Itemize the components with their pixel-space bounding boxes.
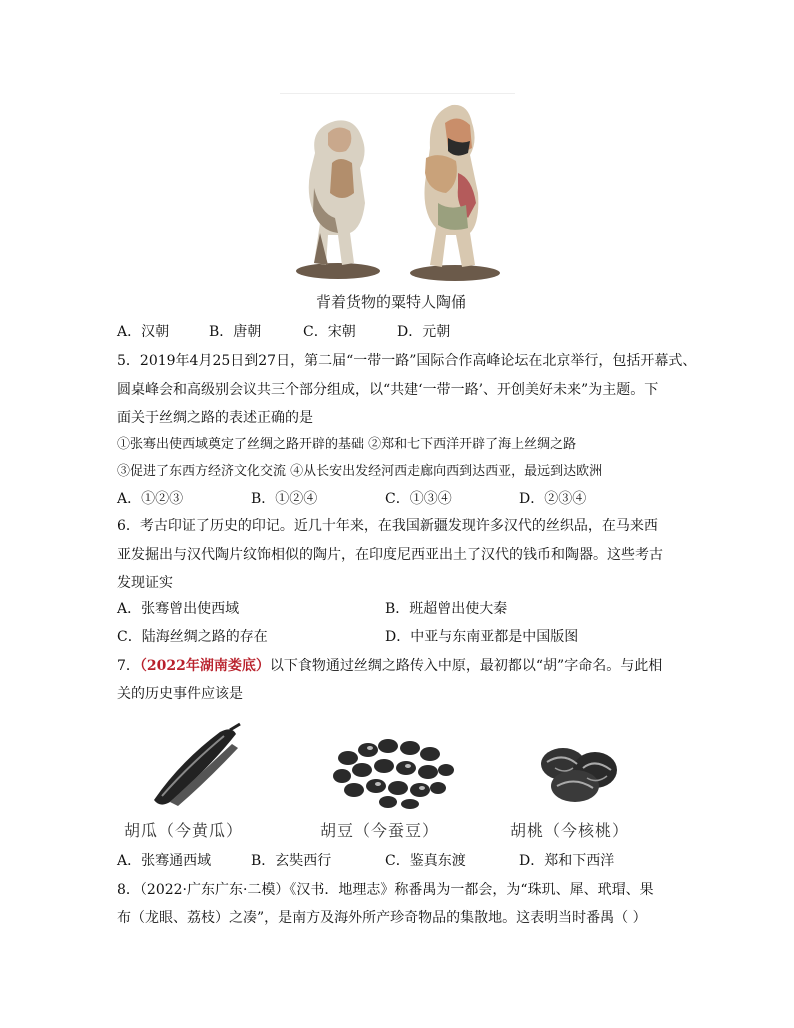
q4-option-c[interactable]: C．宋朝 bbox=[303, 324, 356, 340]
food-caption-cucumber: 胡瓜（今黄瓜） bbox=[124, 821, 244, 840]
q5-option-a[interactable]: A．①②③ bbox=[117, 491, 184, 507]
q4-option-a[interactable]: A．汉朝 bbox=[117, 324, 170, 340]
q5-option-b[interactable]: B．①②④ bbox=[251, 491, 318, 507]
q5-stem-line-3: 面关于丝绸之路的表述正确的是 bbox=[117, 410, 313, 426]
q6-option-b[interactable]: B．班超曾出使大秦 bbox=[385, 601, 508, 617]
q5-statement-line-2: ③促进了东西方经济文化交流 ④从长安出发经河西走廊向西到达西亚，最远到达欧洲 bbox=[117, 464, 603, 479]
q6-option-a[interactable]: A．张骞曾出使西域 bbox=[117, 601, 240, 617]
q7-stem-line-2: 关的历史事件应该是 bbox=[117, 686, 243, 702]
q5-stem-line-1: 5．2019年4月25日到27日，第二届“一带一路”国际合作高峰论坛在北京举行，包括开幕式、 bbox=[117, 353, 697, 369]
q7-number: 7． bbox=[117, 658, 140, 674]
broad-bean-illustration bbox=[328, 730, 458, 810]
q5-stem-line-2: 圆桌峰会和高级别会议共三个部分组成，以“共建‘一带一路’、开创美好未来”为主题。下 bbox=[117, 382, 659, 398]
q7-option-b[interactable]: B．玄奘西行 bbox=[251, 853, 332, 869]
figure-caption: 背着货物的粟特人陶俑 bbox=[316, 293, 467, 311]
q4-option-b[interactable]: B．唐朝 bbox=[209, 324, 262, 340]
q6-option-d[interactable]: D．中亚与东南亚都是中国版图 bbox=[385, 629, 579, 645]
cucumber-illustration bbox=[140, 722, 250, 807]
figurine-left bbox=[296, 120, 380, 279]
q7-option-a[interactable]: A．张骞通西域 bbox=[117, 853, 212, 869]
walnut-illustration bbox=[535, 738, 625, 808]
q5-statement-line-1: ①张骞出使西域奠定了丝绸之路开辟的基础 ②郑和七下西洋开辟了海上丝绸之路 bbox=[117, 437, 577, 452]
q7-option-d[interactable]: D．郑和下西洋 bbox=[519, 853, 615, 869]
q5-option-c[interactable]: C．①③④ bbox=[385, 491, 452, 507]
food-caption-broad-bean: 胡豆（今蚕豆） bbox=[320, 821, 440, 840]
q6-stem-line-1: 6．考古印证了历史的印记。近几十年来，在我国新疆发现许多汉代的丝织品，在马来西 bbox=[117, 518, 658, 534]
q4-option-d[interactable]: D．元朝 bbox=[397, 324, 451, 340]
q7-stem-text: 以下食物通过丝绸之路传入中原，最初都以“胡”字命名。与此相 bbox=[269, 658, 663, 674]
q5-option-d[interactable]: D．②③④ bbox=[519, 491, 587, 507]
q7-option-c[interactable]: C．鉴真东渡 bbox=[385, 853, 466, 869]
food-caption-walnut: 胡桃（今核桃） bbox=[510, 821, 630, 840]
q6-option-c[interactable]: C．陆海丝绸之路的存在 bbox=[117, 629, 268, 645]
q7-source: （2022年湖南娄底） bbox=[139, 658, 270, 674]
q8-stem-line-2: 布（龙眼、荔枝）之凑”，是南方及海外所产珍奇物品的集散地。这表明当时番禺（ ） bbox=[117, 910, 647, 926]
q6-stem-line-3: 发现证实 bbox=[117, 575, 173, 591]
q7-stem-line-1 bbox=[117, 656, 662, 676]
q6-stem-line-2: 亚发掘出与汉代陶片纹饰相似的陶片，在印度尼西亚出土了汉代的钱币和陶器。这些考古 bbox=[117, 547, 663, 563]
figurine-photo bbox=[280, 93, 515, 283]
q8-stem-line-1: 8．（2022·广东广东·二模）《汉书．地理志》称番禺为一都会，为“珠玑、犀、玳瑁、果 bbox=[117, 882, 654, 898]
figurine-right bbox=[410, 105, 500, 281]
